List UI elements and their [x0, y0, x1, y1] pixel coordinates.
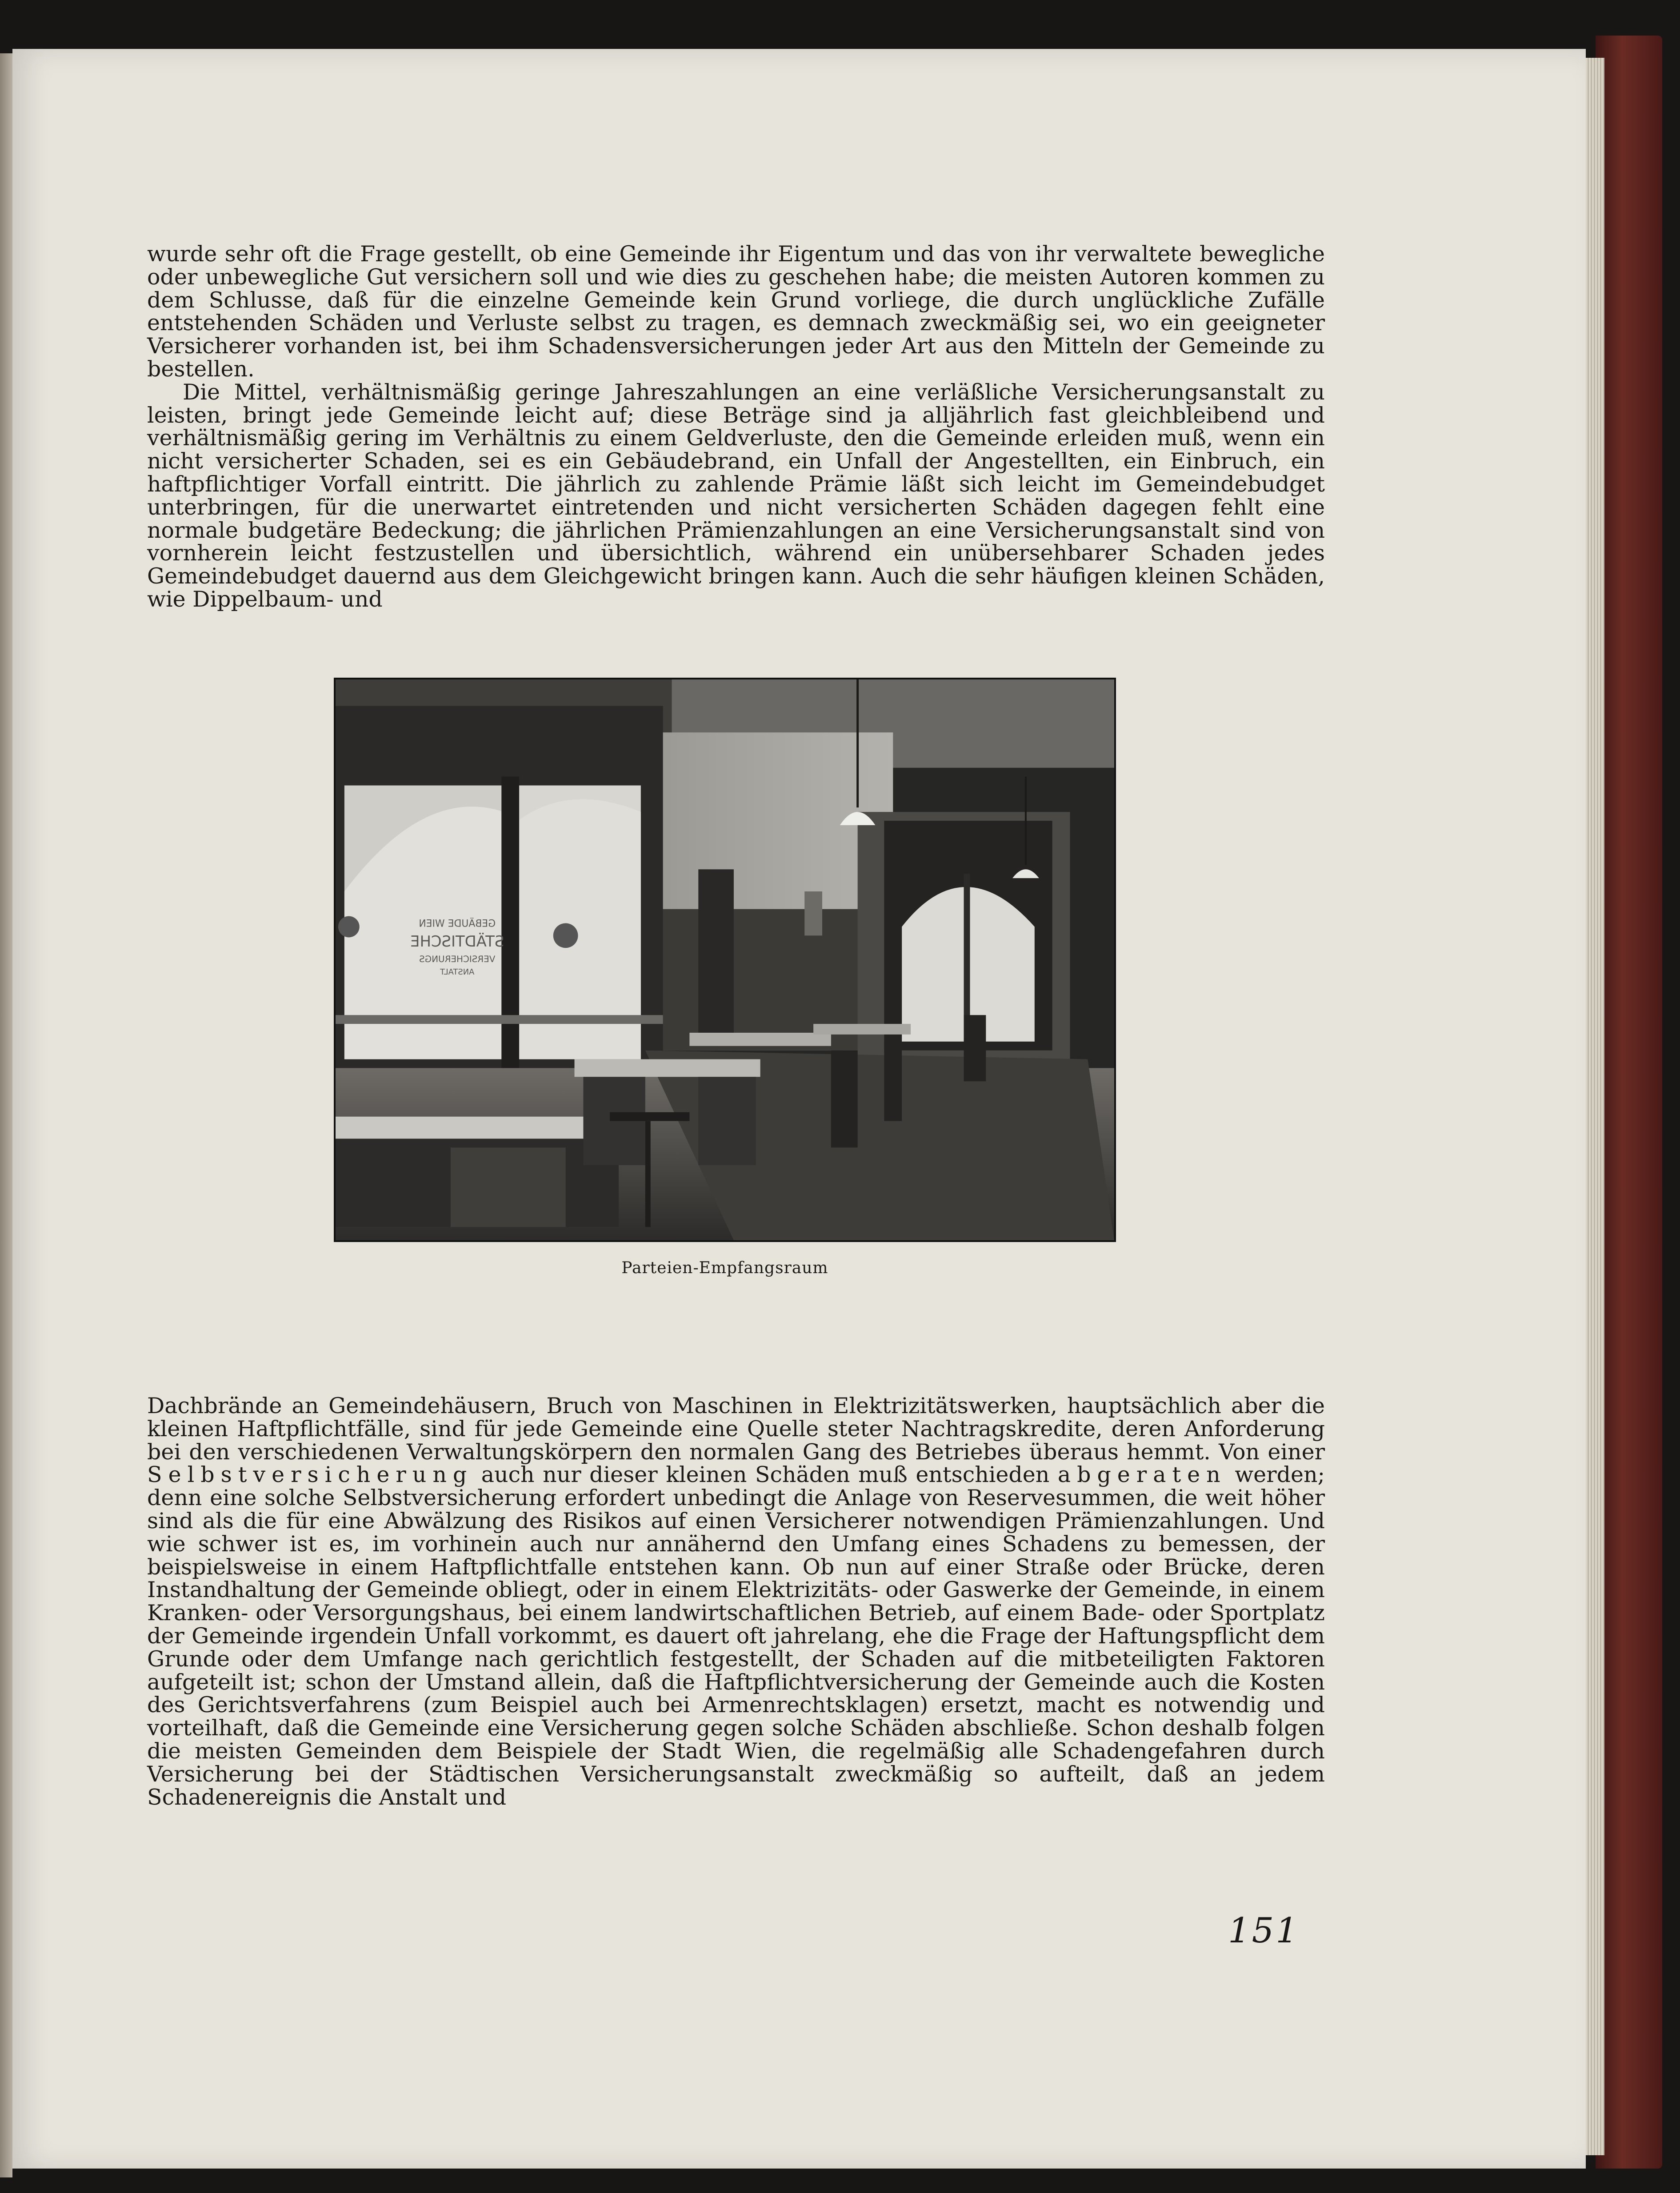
window-lettering-line: STÄDTISCHE [410, 933, 504, 951]
paragraph: Die Mittel, verhältnismäßig geringe Jahreszahlungen an eine verläßliche Versicherungsanstalt zu leisten, bringt jede Gemeinde leicht auf; diese Beträge sind ja alljährlich fast gleichbleibend und verhältnismäßig gering im Verhältnis zu einem Geldverluste, den die Gemeinde erleiden muß, wenn ein nicht versicherter Schaden, sei es ein Gebäudebrand, ein Unfall der Angestellten, ein Einbruch, ein haftpflichtiger Vorfall eintritt. Die jährlich zu zahlende Prämie läßt sich leicht im Gemeindebudget unterbringen, für die unerwartet eintretenden und nicht versicherten Schäden dagegen fehlt eine normale budgetäre Bedeckung; die jährlichen Prämienzahlungen an eine Versicherungsanstalt sind von vornherein leicht festzustellen und übersichtlich, während ein unübersehbarer Schaden jedes Gemeindebudget dauernd aus dem Gleichgewicht bringen kann. Auch die sehr häufigen kleinen Schäden, wie Dippelbaum- und [147, 379, 1325, 612]
window-lettering-line: GEBÄUDE WIEN [419, 918, 496, 930]
window-lettering-line: VERSICHERUNGS [419, 954, 496, 964]
page-number: 151 [1228, 1911, 1300, 1951]
figure-caption: Parteien-Empfangsraum [621, 1259, 828, 1277]
emphasis-spaced: abgeraten [1057, 1462, 1227, 1488]
paragraph [147, 1394, 1325, 1809]
book-page [12, 49, 1586, 2169]
photo-illustration [336, 679, 1114, 1240]
paragraph-text: werden; denn eine solche Selbstversicherung erfordert unbedingt die Anlage von Reservesummen, die weit höher sind als die für eine Abwälzung des Risikos auf einen Versicherer notwendigen Prämienzahlungen. Und wie schwer ist es, im vorhinein auch nur annähernd den Umfang eines Schadens zu bemessen, der beispielsweise in einem Haftpflichtfalle entstehen kann. Ob nun auf einer Straße oder Brücke, deren Instandhaltung der Gemeinde obliegt, oder in einem Elektrizitäts- oder Gaswerke der Gemeinde, in einem Kranken- oder Versorgungshaus, bei einem landwirtschaftlichen Betrieb, auf einem Bade- oder Sportplatz der Gemeinde irgendein Unfall vorkommt, es dauert oft jahrelang, ehe die Frage der Haftungspflicht dem Grunde oder dem Umfange nach gerichtlich festgestellt, der Schaden auf die mitbeteiligten Faktoren aufgeteilt ist; schon der Umstand allein, daß die Haftpflichtversicherung der Gemeinde auch die Kosten des Gerichtsverfahrens (zum Beispiel auch bei Armenrechtsklagen) ersetzt, macht es notwendig und vorteilhaft, daß die Gemeinde eine Versicherung gegen solche Schäden abschließe. Schon deshalb folgen die meisten Gemeinden dem Beispiele der Stadt Wien, die regelmäßig alle Schadengefahren durch Versicherung bei der Städtischen Versicherungsanstalt zweckmäßig so aufteilt, daß an jedem Schadenereignis die Anstalt und [147, 1462, 1325, 1810]
book-cover-edge [1596, 36, 1662, 2169]
paragraph: wurde sehr oft die Frage gestellt, ob eine Gemeinde ihr Eigentum und das von ihr verwaltete bewegliche oder unbewegliche Gut versichern soll und wie dies zu geschehen habe; die meisten Autoren kommen zu dem Schlusse, daß für die einzelne Gemeinde kein Grund vorliege, die durch unglückliche Zufälle entstehenden Schäden und Verluste selbst zu tragen, es demnach zweckmäßig sei, wo ein geeigneter Versicherer vorhanden ist, bei ihm Schadensversicherungen jeder Art aus den Mitteln der Gemeinde zu bestellen. [147, 241, 1325, 382]
facing-page-edge [0, 53, 12, 2177]
photo-reception-room [334, 678, 1116, 1242]
paragraph-text: auch nur dieser kleinen Schäden muß entschieden [481, 1462, 1050, 1488]
text-block-bottom [147, 1394, 1325, 1809]
emphasis-spaced: Selbstversicherung [147, 1462, 473, 1488]
paragraph-text: Dachbrände an Gemeindehäusern, Bruch von Maschinen in Elektrizitätswerken, hauptsächlich aber die kleinen Haftpflichtfälle, sind für jede Gemeinde eine Quelle steter Nachtragskredite, deren Anforderung bei den verschiedenen Verwaltungskörpern den normalen Gang des Betriebes überaus hemmt. Von einer [147, 1393, 1325, 1465]
text-block-top [147, 243, 1325, 611]
window-lettering-line: ANSTALT [440, 967, 475, 977]
